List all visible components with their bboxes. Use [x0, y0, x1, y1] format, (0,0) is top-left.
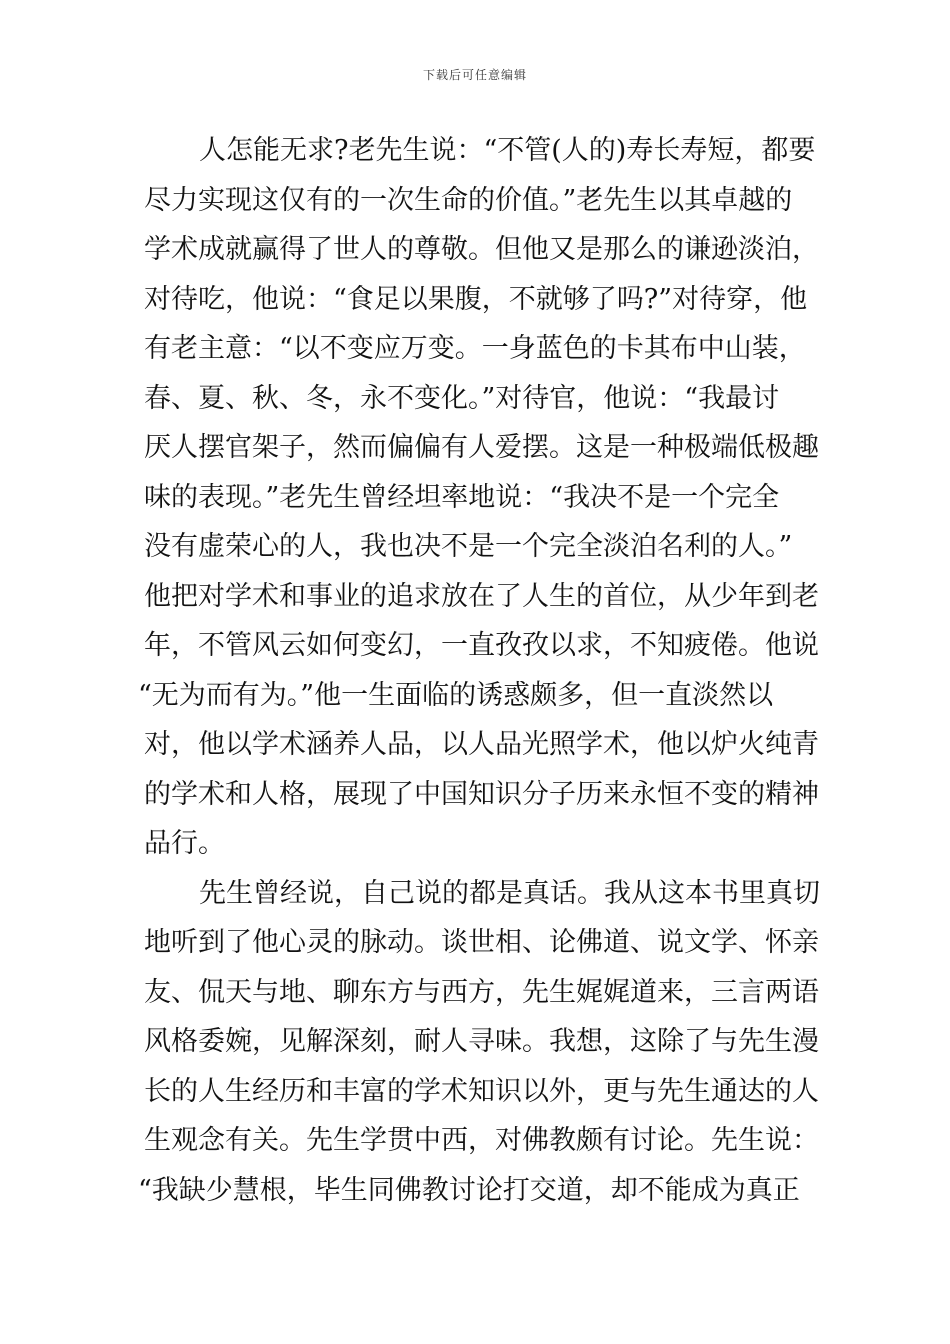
text-line: 年，不管风云如何变幻，一直孜孜以求，不知疲倦。他说: [144, 630, 819, 661]
text-line: 先生曾经说，自己说的都是真话。我从这本书里真切: [199, 877, 820, 909]
text-line: “无为而有为。”他一生面临的诱惑颇多，但一直淡然以: [138, 679, 774, 711]
text-line: 学术成就赢得了世人的尊敬。但他又是那么的谦逊淡泊，: [144, 234, 819, 265]
page-header: 下载后可任意编辑: [422, 68, 527, 82]
text-line: 他把对学术和事业的追求放在了人生的首位，从少年到老: [144, 580, 819, 612]
text-line: 有老主意：“以不变应万变。一身蓝色的卡其布中山装，: [144, 333, 806, 364]
text-line: 友、侃天与地、聊东方与西方，先生娓娓道来，三言两语: [144, 976, 819, 1008]
text-line: 的学术和人格，展现了中国知识分子历来永恒不变的精神: [144, 778, 819, 810]
text-line: 风格委婉，见解深刻，耐人寻味。我想，这除了与先生漫: [144, 1026, 819, 1057]
paragraph-1: [138, 126, 819, 869]
text-line: 品行。: [144, 828, 225, 859]
document-body: [138, 126, 820, 1215]
text-line: 厌人摆官架子，然而偏偏有人爱摆。这是一种极端低极趣: [144, 432, 819, 463]
text-line: 对，他以学术涵养人品，以人品光照学术，他以炉火纯青: [144, 729, 819, 760]
text-line: 味的表现。”老先生曾经坦率地说：“我决不是一个完全: [144, 481, 780, 513]
text-line: 地听到了他心灵的脉动。谈世相、论佛道、说文学、怀亲: [144, 927, 819, 958]
text-line: 长的人生经历和丰富的学术知识以外，更与先生通达的人: [144, 1075, 819, 1107]
paragraph-2: [138, 869, 820, 1216]
text-line: “我缺少慧根，毕生同佛教讨论打交道，却不能成为真正: [138, 1174, 800, 1206]
text-line: 生观念有关。先生学贯中西，对佛教颇有讨论。先生说：: [144, 1125, 819, 1156]
text-line: 春、夏、秋、冬，永不变化。”对待官，他说：“我最讨: [144, 382, 780, 414]
text-line: 对待吃，他说：“食足以果腹，不就够了吗?”对待穿，他: [144, 283, 808, 315]
text-line: 尽力实现这仅有的一次生命的价值。”老先生以其卓越的: [144, 184, 793, 216]
text-line: 没有虚荣心的人，我也决不是一个完全淡泊名利的人。”: [144, 531, 793, 562]
text-line: 人怎能无求?老先生说：“不管(人的)寿长寿短，都要: [199, 135, 816, 166]
